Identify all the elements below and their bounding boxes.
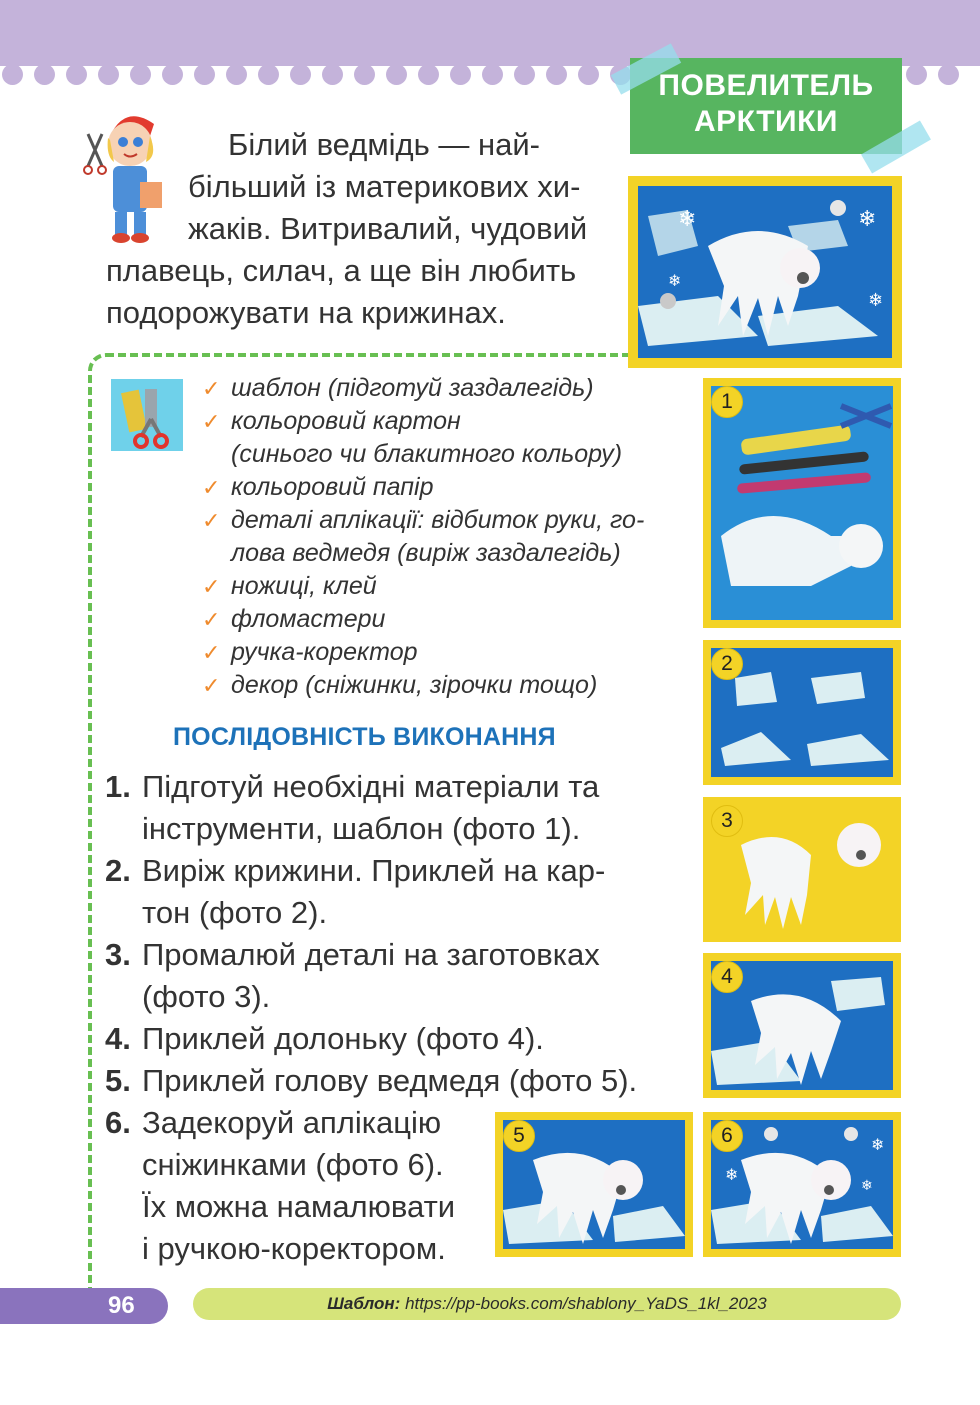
dot (194, 64, 215, 85)
sequence-heading: ПОСЛІДОВНІСТЬ ВИКОНАННЯ (173, 723, 556, 751)
step-photo-4 (703, 953, 901, 1098)
photo-number: 3 (711, 805, 743, 837)
top-band (0, 0, 980, 66)
dot (418, 64, 439, 85)
step-photo-5 (495, 1112, 693, 1257)
dot (130, 64, 151, 85)
step-item: 2. Виріж крижини. Приклей на кар- тон (фото 2). (105, 850, 665, 934)
scissors-glue-icon (111, 379, 183, 451)
photo-number: 1 (711, 386, 743, 418)
intro-line: плавець, силач, а ще він любить (106, 253, 577, 288)
dot (98, 64, 119, 85)
dot (354, 64, 375, 85)
polar-bear-craft-image (638, 186, 892, 358)
dot (578, 64, 599, 85)
step-photo-6 (703, 1112, 901, 1257)
intro-line: жаків. Витривалий, чудовий (188, 211, 588, 246)
list-item: ✓ шаблон (підготуй заздалегідь) (200, 372, 700, 405)
dot (226, 64, 247, 85)
list-item: лова ведмедя (виріж заздалегідь) (231, 539, 621, 567)
intro-line: більший із материкових хи- (188, 169, 581, 204)
page-title (630, 58, 902, 154)
materials-list (200, 372, 700, 702)
dot (322, 64, 343, 85)
check-icon: ✓ (202, 409, 221, 434)
step-item: 4. Приклей долоньку (фото 4). (105, 1018, 665, 1060)
dot (450, 64, 471, 85)
svg-text:❄: ❄ (668, 271, 682, 290)
materials-photo-image (711, 386, 893, 620)
page-number: 96 (0, 1288, 168, 1324)
step-number: 2. (105, 853, 131, 888)
step-item: 5. Приклей голову ведмедя (фото 5). (105, 1060, 665, 1102)
list-item: ✓ кольоровий папір (200, 471, 700, 504)
check-icon: ✓ (202, 508, 221, 533)
photo-number: 6 (711, 1120, 743, 1152)
step-photo-2 (703, 640, 901, 785)
check-icon: ✓ (202, 673, 221, 698)
template-label: Шаблон: (327, 1294, 401, 1313)
svg-text:❄: ❄ (858, 207, 877, 232)
check-icon: ✓ (202, 376, 221, 401)
intro-line: подорожувати на крижинах. (106, 295, 506, 330)
template-link-bar (193, 1288, 901, 1320)
dot (514, 64, 535, 85)
check-icon: ✓ (202, 574, 221, 599)
svg-text:❄: ❄ (678, 207, 697, 232)
check-icon: ✓ (202, 475, 221, 500)
dot (906, 64, 927, 85)
step-photo-1 (703, 378, 901, 628)
dot (938, 64, 959, 85)
dot (2, 64, 23, 85)
list-item: (синього чи блакитного кольору) (231, 440, 623, 468)
step-number: 5. (105, 1063, 131, 1098)
list-item: ✓ деталі аплікації: відбиток руки, го- (200, 504, 700, 537)
step-number: 3. (105, 937, 131, 972)
dot (258, 64, 279, 85)
step-photo-3 (703, 797, 901, 942)
svg-text:❄: ❄ (861, 1178, 873, 1194)
intro-paragraph (106, 124, 611, 334)
dot (482, 64, 503, 85)
template-link[interactable]: https://pp-books.com/shablony_YaDS_1kl_2023 (405, 1294, 767, 1313)
list-item: ✓ декор (сніжинки, зірочки тощо) (200, 669, 700, 702)
step-item: 1. Підготуй необхідні матеріали та інструменти, шаблон (фото 1). (105, 766, 665, 850)
dot (66, 64, 87, 85)
photo-number: 2 (711, 648, 743, 680)
list-item: ✓ ручка-коректор (200, 636, 700, 669)
list-item: ✓ ножиці, клей (200, 570, 700, 603)
list-item: ✓ фломастери (200, 603, 700, 636)
svg-text:❄: ❄ (725, 1165, 739, 1184)
title-line-2: АРКТИКИ (694, 105, 838, 138)
check-icon: ✓ (202, 607, 221, 632)
check-icon: ✓ (202, 640, 221, 665)
dot (34, 64, 55, 85)
dot (162, 64, 183, 85)
photo-number: 5 (503, 1120, 535, 1152)
photo-number: 4 (711, 961, 743, 993)
step-number: 1. (105, 769, 131, 804)
list-item: ✓ кольоровий картон (200, 405, 700, 438)
svg-text:❄: ❄ (871, 1135, 885, 1154)
intro-line: Білий ведмідь — най- (228, 127, 540, 162)
dot (546, 64, 567, 85)
title-line-1: ПОВЕЛИТЕЛЬ (658, 69, 874, 102)
dot (386, 64, 407, 85)
dot (290, 64, 311, 85)
step-number: 4. (105, 1021, 131, 1056)
step-number: 6. (105, 1105, 131, 1140)
step-item: 3. Промалюй деталі на заготовках (фото 3). (105, 934, 665, 1018)
step-item: 6. Задекоруй аплікацію сніжинками (фото 6). Їх можна намалювати і ручкою-коректором. (105, 1102, 512, 1270)
svg-text:❄: ❄ (868, 290, 884, 311)
finished-craft-photo (628, 176, 902, 368)
